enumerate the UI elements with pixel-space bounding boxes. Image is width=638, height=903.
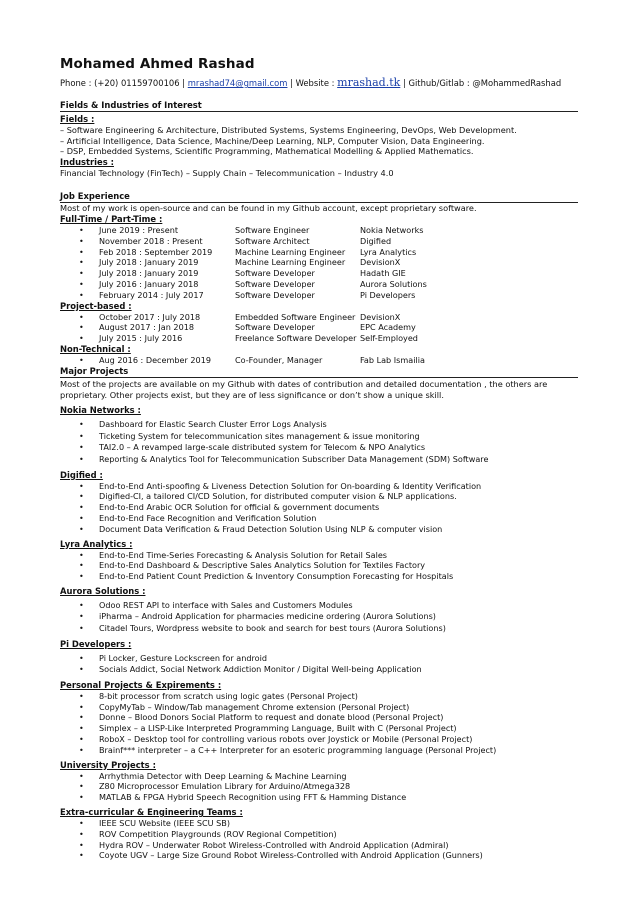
project-item: • iPharma – Android Application for pharmacies medicine ordering (Aurora Solutions)	[79, 611, 578, 623]
project-item: • Socials Addict, Social Network Addiction Monitor / Digital Well-being Application	[79, 664, 578, 676]
industries-heading: Industries :	[60, 156, 114, 167]
job-date: • February 2014 : July 2017	[99, 289, 204, 300]
project-item: • TAI2.0 – A revamped large-scale distributed system for Telecom & NPO Analytics	[79, 442, 578, 454]
job-role: Software Engineer	[235, 224, 310, 235]
project-item: • End-to-End Dashboard & Descriptive Sales Analytics Solution for Textiles Factory	[79, 560, 578, 571]
project-group-heading: Personal Projects & Expirements :	[60, 679, 222, 690]
job-company: Lyra Analytics	[360, 246, 417, 257]
job-role: Software Developer	[235, 289, 315, 300]
job-section-title: Job Experience	[60, 191, 578, 203]
project-item: • ROV Competition Playgrounds (ROV Regional Competition)	[79, 829, 578, 840]
job-role: Freelance Software Developer	[235, 333, 357, 344]
industries-line: Financial Technology (FinTech) – Supply Chain – Telecommunication – Industry 4.0	[60, 167, 394, 178]
job-company: Fab Lab Ismailia	[360, 354, 425, 365]
job-company: Nokia Networks	[360, 224, 424, 235]
project-item: • Digified-CI, a tailored CI/CD Solution, for distributed computer vision & NLP applications.	[79, 491, 578, 502]
project-item: • MATLAB & FPGA Hybrid Speech Recognition using FFT & Hamming Distance	[79, 792, 578, 803]
job-role: Software Developer	[235, 268, 315, 279]
project-item: • Pi Locker, Gesture Lockscreen for android	[79, 653, 578, 665]
job-date: • July 2015 : July 2016	[99, 333, 183, 344]
project-group-heading: Pi Developers :	[60, 638, 132, 649]
project-group-heading: Digified :	[60, 469, 103, 480]
fields-line: – Artificial Intelligence, Data Science, Machine/Deep Learning, NLP, Computer Vision, Data Engineering.	[60, 135, 485, 146]
project-group-heading: Aurora Solutions :	[60, 585, 146, 596]
job-date: • June 2019 : Present	[99, 224, 179, 235]
project-item: • Citadel Tours, Wordpress website to book and search for best tours (Aurora Solutions)	[79, 623, 578, 635]
project-item: • Odoo REST API to interface with Sales and Customers Modules	[79, 600, 578, 612]
nontechnical-list	[60, 355, 578, 366]
contact-line	[60, 77, 578, 89]
fields-line: – Software Engineering & Architecture, Distributed Systems, Systems Engineering, DevOps, Web Development.	[60, 125, 517, 135]
job-company: Pi Developers	[360, 289, 416, 300]
job-entry	[79, 247, 578, 258]
fields-line: – DSP, Embedded Systems, Scientific Programming, Mathematical Modelling & Applied Mathematics.	[60, 146, 474, 157]
project-item: • End-to-End Face Recognition and Verification Solution	[79, 513, 578, 524]
project-item: • Brainf*** interpreter – a C++ Interpreter for an esoteric programming language (Personal Project)	[79, 745, 578, 756]
job-company: DevisionX	[360, 311, 401, 322]
project-item: • End-to-End Patient Count Prediction & Inventory Consumption Forecasting for Hospitals	[79, 571, 578, 582]
fields-section-title: Fields & Industries of Interest	[60, 100, 578, 112]
project-item: • End-to-End Arabic OCR Solution for official & government documents	[79, 502, 578, 513]
project-item: • End-to-End Anti-spoofing & Liveness Detection Solution for On-boarding & Identity Verification	[79, 481, 578, 492]
project-list	[60, 771, 578, 803]
job-entry	[79, 279, 578, 290]
job-role: Co-Founder, Manager	[235, 354, 323, 365]
job-role: Machine Learning Engineer	[235, 257, 346, 268]
job-company: DevisionX	[360, 257, 401, 268]
project-item: • IEEE SCU Website (IEEE SCU SB)	[79, 818, 578, 829]
job-entry	[79, 355, 578, 366]
project-list	[60, 818, 578, 861]
job-company: Hadath GIE	[360, 268, 406, 279]
project-list	[60, 653, 578, 676]
job-company: Self-Employed	[360, 333, 418, 344]
job-date: • Feb 2018 : September 2019	[99, 246, 213, 257]
projects-section-title: Major Projects	[60, 365, 129, 376]
projects-intro: Most of the projects are available on my Github with dates of contribution and detailed documentation , the others are proprietary. Other projects exist, but they are of less significance or don’t show a unique skill.	[60, 377, 578, 401]
job-role: Software Architect	[235, 235, 310, 246]
project-list	[60, 481, 578, 535]
project-item: • Document Data Verification & Fraud Detection Solution Using NLP & computer vision	[79, 524, 578, 535]
job-date: • August 2017 : Jan 2018	[99, 322, 195, 333]
project-based-heading: Project-based :	[60, 300, 132, 311]
project-item: • 8-bit processor from scratch using logic gates (Personal Project)	[79, 691, 578, 702]
website-label: | Website :	[290, 78, 335, 88]
job-date: • Aug 2016 : December 2019	[99, 354, 211, 365]
project-item: • Reporting & Analytics Tool for Telecommunication Subscriber Data Management (SDM) Software	[79, 454, 578, 466]
job-company: Aurora Solutions	[360, 278, 427, 289]
project-list	[60, 550, 578, 582]
job-company: Digified	[360, 235, 392, 246]
job-entry	[79, 257, 578, 268]
job-date: • July 2018 : January 2019	[99, 257, 199, 268]
project-group-heading: Lyra Analytics :	[60, 538, 133, 549]
project-item: • Arrhythmia Detector with Deep Learning & Machine Learning	[79, 771, 578, 782]
nontechnical-heading: Non-Technical :	[60, 343, 131, 354]
phone-text: Phone : (+20) 01159700106 |	[60, 78, 186, 88]
job-entry	[79, 268, 578, 279]
project-item: • CopyMyTab – Window/Tab management Chrome extension (Personal Project)	[79, 702, 578, 713]
job-entry	[79, 236, 578, 247]
job-entry	[79, 290, 578, 301]
job-intro: Most of my work is open-source and can be found in my Github account, except proprietary software.	[60, 203, 477, 214]
project-item: • Donne – Blood Donors Social Platform to request and donate blood (Personal Project)	[79, 712, 578, 723]
resume-page	[60, 56, 578, 861]
job-entry	[79, 225, 578, 236]
job-entry	[79, 333, 578, 344]
project-item: • RoboX – Desktop tool for controlling various robots over Joystick or Mobile (Personal Project)	[79, 734, 578, 745]
project-group-heading: Nokia Networks :	[60, 405, 141, 416]
project-list	[60, 419, 578, 465]
project-item: • Dashboard for Elastic Search Cluster Error Logs Analysis	[79, 419, 578, 431]
job-date: • October 2017 : July 2018	[99, 311, 201, 322]
job-company: EPC Academy	[360, 322, 416, 333]
candidate-name: Mohamed Ahmed Rashad	[60, 56, 255, 72]
job-date: • July 2018 : January 2019	[99, 268, 199, 279]
job-date: • July 2016 : January 2018	[99, 278, 199, 289]
fulltime-list	[60, 225, 578, 301]
project-list	[60, 691, 578, 756]
project-item: • End-to-End Time-Series Forecasting & Analysis Solution for Retail Sales	[79, 550, 578, 561]
project-item: • Ticketing System for telecommunication sites management & issue monitoring	[79, 431, 578, 443]
project-group-heading: University Projects :	[60, 759, 156, 770]
project-based-list	[60, 312, 578, 344]
project-groups	[60, 401, 578, 861]
job-role: Software Developer	[235, 322, 315, 333]
job-role: Embedded Software Engineer	[235, 311, 356, 322]
job-entry	[79, 322, 578, 333]
project-item: • Simplex – a LISP-Like Interpreted Programming Language, Built with C (Personal Project)	[79, 723, 578, 734]
project-item: • Coyote UGV – Large Size Ground Robot Wireless-Controlled with Android Application (Gunners)	[79, 850, 578, 861]
job-role: Software Developer	[235, 278, 315, 289]
job-entry	[79, 312, 578, 323]
email-link[interactable]: mrashad74@gmail.com	[187, 78, 288, 88]
fields-heading: Fields :	[60, 114, 95, 124]
project-item: • Hydra ROV – Underwater Robot Wireless-Controlled with Android Application (Admiral)	[79, 840, 578, 851]
job-role: Machine Learning Engineer	[235, 246, 346, 257]
project-list	[60, 600, 578, 635]
github-text: | Github/Gitlab : @MohammedRashad	[402, 78, 562, 88]
website-link[interactable]: mrashad.tk	[337, 76, 401, 89]
fulltime-heading: Full-Time / Part-Time :	[60, 213, 163, 224]
project-item: • Z80 Microprocessor Emulation Library for Arduino/Atmega328	[79, 781, 578, 792]
project-group-heading: Extra-curricular & Engineering Teams :	[60, 807, 243, 818]
job-date: • November 2018 : Present	[99, 235, 203, 246]
